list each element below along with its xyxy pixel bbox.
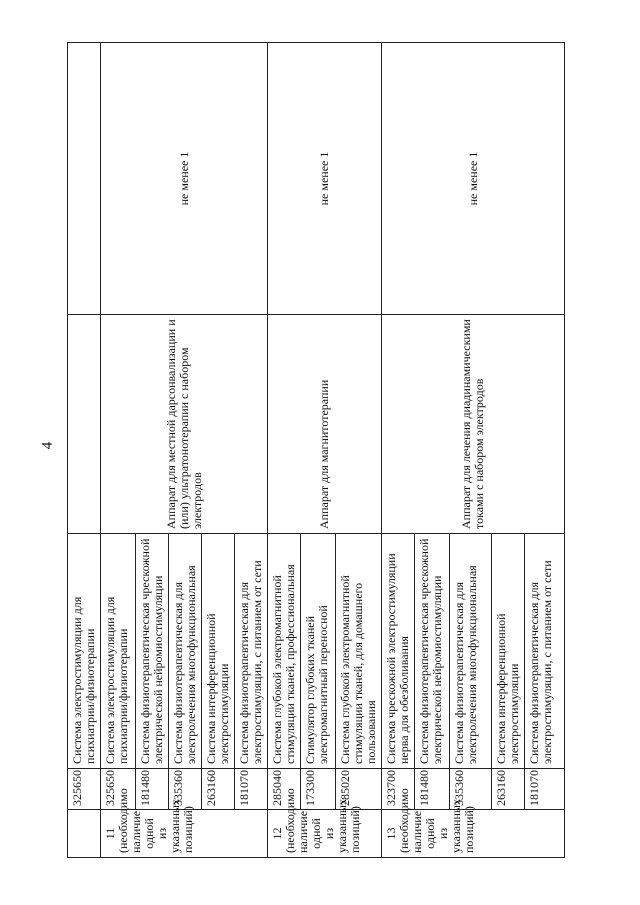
requirement-cell: не менее 1 (382, 43, 565, 315)
code-cell: 181480 (136, 769, 169, 810)
device-cell: Аппарат для магнитотерапии (268, 315, 382, 534)
code-cell: 335360 (450, 769, 492, 810)
system-cell: Система физиотерапевтическая для электролечения многофункциональная (450, 534, 492, 769)
system-cell: Система физиотерапевтическая чрескожной электрической нейромиостимуляции (415, 534, 450, 769)
equipment-table (67, 42, 565, 858)
requirement-cell (68, 43, 101, 315)
code-cell: 173300 (301, 769, 336, 810)
system-cell: Система электростимуляции для психиатрии/физиотерапии (101, 534, 136, 769)
system-cell: Система интерференционной электростимуляции (202, 534, 235, 769)
system-cell: Система интерференционной электростимуляции (492, 534, 525, 769)
code-cell: 181070 (235, 769, 268, 810)
page-number: 4 (39, 441, 56, 450)
system-cell: Система глубокой электромагнитной стимуляции тканей, для домашнего пользования (336, 534, 382, 769)
system-cell: Система физиотерапевтическая для электростимуляции, с питанием от сети (235, 534, 268, 769)
table-row (101, 43, 136, 858)
group-12-cell: 12 (необходимо наличие одной из указанных позиций) (268, 810, 382, 858)
code-cell: 181480 (415, 769, 450, 810)
code-cell: 323700 (382, 769, 415, 810)
table-row (68, 43, 101, 858)
device-cell (68, 315, 101, 534)
system-cell: Система физиотерапевтическая чрескожной электрической нейромиостимуляции (136, 534, 169, 769)
code-cell: 285020 (336, 769, 382, 810)
group-cell (68, 810, 101, 858)
group-13-cell: 13 (необходимо наличие одной из указанных позиций) (382, 810, 565, 858)
code-cell: 181070 (525, 769, 565, 810)
code-cell: 325650 (101, 769, 136, 810)
code-cell: 325650 (68, 769, 101, 810)
device-cell: Аппарат для местной дарсонвализации и (или) ультратонотерапии с набором электродов (101, 315, 268, 534)
group-11-cell: 11 (необходимо наличие одной из указанных позиций) (101, 810, 268, 858)
requirement-cell: не менее 1 (268, 43, 382, 315)
system-cell: Система электростимуляции для психиатрии/физиотерапии (68, 534, 101, 769)
code-cell: 263160 (492, 769, 525, 810)
system-cell: Стимулятор глубоких тканей электромагнитный переносной (301, 534, 336, 769)
code-cell: 285040 (268, 769, 301, 810)
system-cell: Система физиотерапевтическая для электростимуляции, с питанием от сети (525, 534, 565, 769)
table-row (382, 43, 415, 858)
rotated-table-container (67, 43, 604, 858)
system-cell: Система чрескожной электростимуляции нерва для обезболивания (382, 534, 415, 769)
device-cell: Аппарат для лечения диадинамическими токами с набором электродов (382, 315, 565, 534)
requirement-cell: не менее 1 (101, 43, 268, 315)
system-cell: Система глубокой электромагнитной стимуляции тканей, профессиональная (268, 534, 301, 769)
table-row (268, 43, 301, 858)
system-cell: Система физиотерапевтическая для электролечения многофункциональная (169, 534, 202, 769)
code-cell: 263160 (202, 769, 235, 810)
code-cell: 335360 (169, 769, 202, 810)
